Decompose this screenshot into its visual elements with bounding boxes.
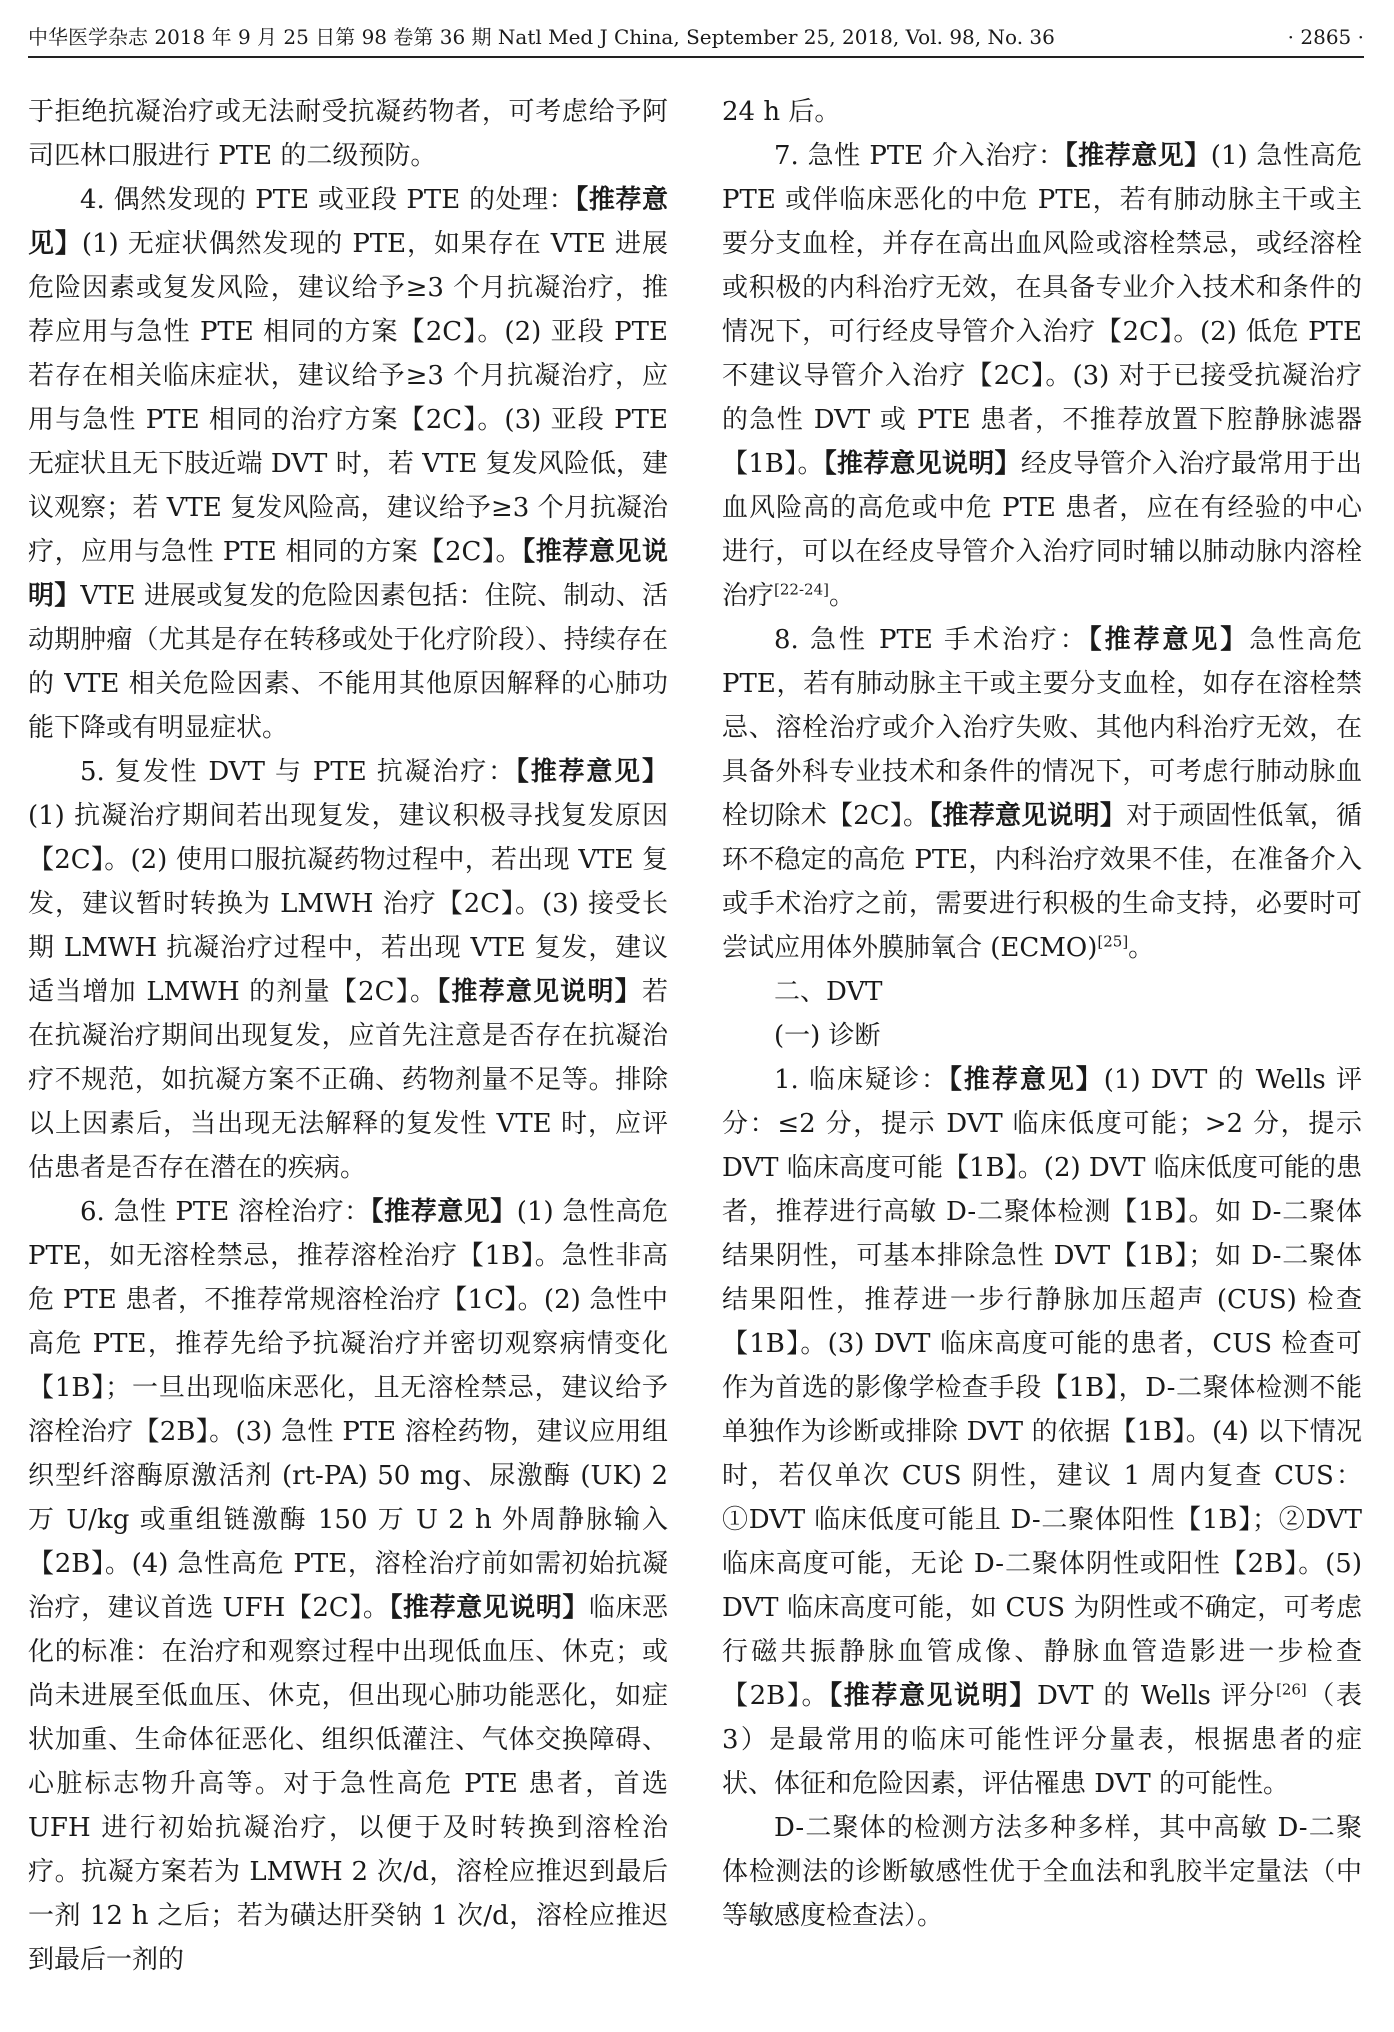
- section-8-surgical: [722, 618, 1362, 970]
- section-5-lead: 5. 复发性 DVT 与 PTE 抗凝治疗：: [80, 757, 516, 787]
- section-7-interventional: [722, 134, 1362, 618]
- citation-ref: [22-24]: [774, 580, 829, 599]
- heading-dvt: 二、DVT: [774, 977, 883, 1007]
- section-5-recurrent-vte: [28, 750, 668, 1190]
- section-6-recommendation: (1) 急性高危 PTE，如无溶栓禁忌，推荐溶栓治疗【1B】。急性非高危 PTE 患者，不推荐常规溶栓治疗【1C】。(2) 急性中高危 PTE，推荐先给予抗凝治疗并密切观察病情变化【1B】；一旦出现临床恶化，且无溶栓禁忌，建议给予溶栓治疗【2B】。(3) 急性 PTE 溶栓药物，建议应用组织型纤溶酶原激活剂 (rt-PA) 50 mg、尿激酶 (UK) 2 万 U/kg 或重组链激酶 150 万 U 2 h 外周静脉输入【2B】。(4) 急性高危 PTE，溶栓治疗前如需初始抗凝治疗，建议首选 UFH【2C】。: [28, 1197, 668, 1623]
- journal-citation: 中华医学杂志 2018 年 9 月 25 日第 98 卷第 36 期 Natl Med J China, September 25, 2018, Vol. 98, No. 36: [28, 25, 1055, 49]
- section-4-lead: 4. 偶然发现的 PTE 或亚段 PTE 的处理：: [80, 185, 576, 215]
- paragraph-continuation: 24 h 后。: [722, 97, 841, 127]
- section-1-clinical-suspicion: [722, 1058, 1362, 1806]
- section-4-recommendation: (1) 无症状偶然发现的 PTE，如果存在 VTE 进展危险因素或复发风险，建议给予≥3 个月抗凝治疗，推荐应用与急性 PTE 相同的方案【2C】。(2) 亚段 PTE 若存在相关临床症状，建议给予≥3 个月抗凝治疗，应用与急性 PTE 相同的治疗方案【2C】。(3) 亚段 PTE 无症状且无下肢近端 DVT 时，若 VTE 复发风险低，建议观察；若 VTE 复发风险高，建议给予≥3 个月抗凝治疗，应用与急性 PTE 相同的方案【2C】。: [28, 229, 668, 567]
- citation-ref: [26]: [1275, 1680, 1307, 1699]
- section-1-recommendation: (1) DVT 的 Wells 评分：≤2 分，提示 DVT 临床低度可能；>2 分，提示 DVT 临床高度可能【1B】。(2) DVT 临床低度可能的患者，推荐进行高敏 D-二聚体检测【1B】。如 D-二聚体结果阴性，可基本排除急性 DVT【1B】；如 D-二聚体结果阳性，推荐进一步行静脉加压超声 (CUS) 检查【1B】。(3) DVT 临床高度可能的患者，CUS 检查可作为首选的影像学检查手段【1B】，D-二聚体检测不能单独作为诊断或排除 DVT 的依据【1B】。(4) 以下情况时，若仅单次 CUS 阴性，建议 1 周内复查 CUS：①DVT 临床低度可能且 D-二聚体阳性【1B】；②DVT 临床高度可能，无论 D-二聚体阴性或阳性【2B】。(5) DVT 临床高度可能，如 CUS 为阴性或不确定，可考虑行磁共振静脉血管成像、静脉血管造影进一步检查【2B】。: [722, 1065, 1362, 1711]
- section-7-lead: 7. 急性 PTE 介入治疗：: [774, 141, 1065, 171]
- explanation-label: 【推荐意见说明】: [829, 1681, 1038, 1711]
- section-1-lead: 1. 临床疑诊：: [774, 1065, 949, 1095]
- section-5-explanation: 若在抗凝治疗期间出现复发，应首先注意是否存在抗凝治疗不规范，如抗凝方案不正确、药物剂量不足等。排除以上因素后，当出现无法解释的复发性 VTE 时，应评估患者是否存在潜在的疾病。: [28, 977, 668, 1183]
- paragraph-d-dimer-methods: D-二聚体的检测方法多种多样，其中高敏 D-二聚体检测法的诊断敏感性优于全血法和乳胶半定量法（中等敏感度检查法）。: [722, 1813, 1362, 1931]
- explanation-label: 【推荐意见说明】: [389, 1593, 589, 1623]
- explanation-label: 【推荐意见说明】: [437, 977, 642, 1007]
- section-8-lead: 8. 急性 PTE 手术治疗：: [774, 625, 1089, 655]
- section-6-lead: 6. 急性 PTE 溶栓治疗：: [80, 1197, 371, 1227]
- recommendation-label: 【推荐意见】: [1064, 141, 1211, 171]
- paragraph-aspirin: 于拒绝抗凝治疗或无法耐受抗凝药物者，可考虑给予阿司匹林口服进行 PTE 的二级预防。: [28, 97, 668, 171]
- section-8-explanation: 对于顽固性低氧，循环不稳定的高危 PTE，内科治疗效果不佳，在准备介入或手术治疗之前，需要进行积极的生命支持，必要时可尝试应用体外膜肺氧合 (ECMO): [722, 801, 1362, 963]
- recommendation-label: 【推荐意见】: [948, 1065, 1104, 1095]
- section-8-recommendation: 急性高危 PTE，若有肺动脉主干或主要分支血栓，如存在溶栓禁忌、溶栓治疗或介入治疗失败、其他内科治疗无效，在具备外科专业技术和条件的情况下，可考虑行肺动脉血栓切除术【2C】。: [722, 625, 1362, 831]
- section-1-explanation-b: （表 3）是最常用的临床可能性评分量表，根据患者的症状、体征和危险因素，评估罹患 DVT 的可能性。: [722, 1681, 1362, 1799]
- recommendation-label: 【推荐意见】: [370, 1197, 517, 1227]
- section-1-explanation-a: DVT 的 Wells 评分: [1037, 1681, 1276, 1711]
- section-7-explanation: 经皮导管介入治疗最常用于出血风险高的高危或中危 PTE 患者，应在有经验的中心进行，可以在经皮导管介入治疗同时辅以肺动脉内溶栓治疗: [722, 449, 1362, 611]
- page-number: · 2865 ·: [1287, 25, 1364, 49]
- explanation-label: 【推荐意见说明】: [929, 801, 1127, 831]
- explanation-label: 【推荐意见说明】: [28, 537, 668, 611]
- running-header: [28, 22, 1364, 52]
- section-5-recommendation: (1) 抗凝治疗期间若出现复发，建议积极寻找复发原因【2C】。(2) 使用口服抗凝药物过程中，若出现 VTE 复发，建议暂时转换为 LMWH 治疗【2C】。(3) 接受长期 LMWH 抗凝治疗过程中，若出现 VTE 复发，建议适当增加 LMWH 的剂量【2C】。: [28, 801, 668, 1007]
- left-column: [28, 90, 668, 1982]
- recommendation-label: 【推荐意见】: [28, 185, 668, 259]
- right-column: [722, 90, 1362, 1938]
- section-4-incidental-pte: [28, 178, 668, 750]
- section-6-explanation: 临床恶化的标准：在治疗和观察过程中出现低血压、休克；或尚未进展至低血压、休克，但出现心肺功能恶化，如症状加重、生命体征恶化、组织低灌注、气体交换障碍、心脏标志物升高等。对于急性高危 PTE 患者，首选 UFH 进行初始抗凝治疗，以便于及时转换到溶栓治疗。抗凝方案若为 LMWH 2 次/d，溶栓应推迟到最后一剂 12 h 之后；若为磺达肝癸钠 1 次/d，溶栓应推迟到最后一剂的: [28, 1593, 668, 1975]
- sentence-end: 。: [828, 581, 855, 611]
- citation-ref: [25]: [1097, 932, 1129, 951]
- section-7-recommendation: (1) 急性高危 PTE 或伴临床恶化的中危 PTE，若有肺动脉主干或主要分支血栓，并存在高出血风险或溶栓禁忌，或经溶栓或积极的内科治疗无效，在具备专业介入技术和条件的情况下，可行经皮导管介入治疗【2C】。(2) 低危 PTE 不建议导管介入治疗【2C】。(3) 对于已接受抗凝治疗的急性 DVT 或 PTE 患者，不推荐放置下腔静脉滤器【1B】。: [722, 141, 1362, 479]
- heading-diagnosis: (一) 诊断: [774, 1021, 881, 1051]
- section-4-explanation: VTE 进展或复发的危险因素包括：住院、制动、活动期肿瘤（尤其是存在转移或处于化疗阶段）、持续存在的 VTE 相关危险因素、不能用其他原因解释的心肺功能下降或有明显症状。: [28, 581, 668, 743]
- header-rule: [28, 56, 1364, 58]
- explanation-label: 【推荐意见说明】: [823, 449, 1021, 479]
- sentence-end: 。: [1128, 933, 1155, 963]
- section-6-thrombolysis: [28, 1190, 668, 1982]
- recommendation-label: 【推荐意见】: [1088, 625, 1250, 655]
- recommendation-label: 【推荐意见】: [515, 757, 668, 787]
